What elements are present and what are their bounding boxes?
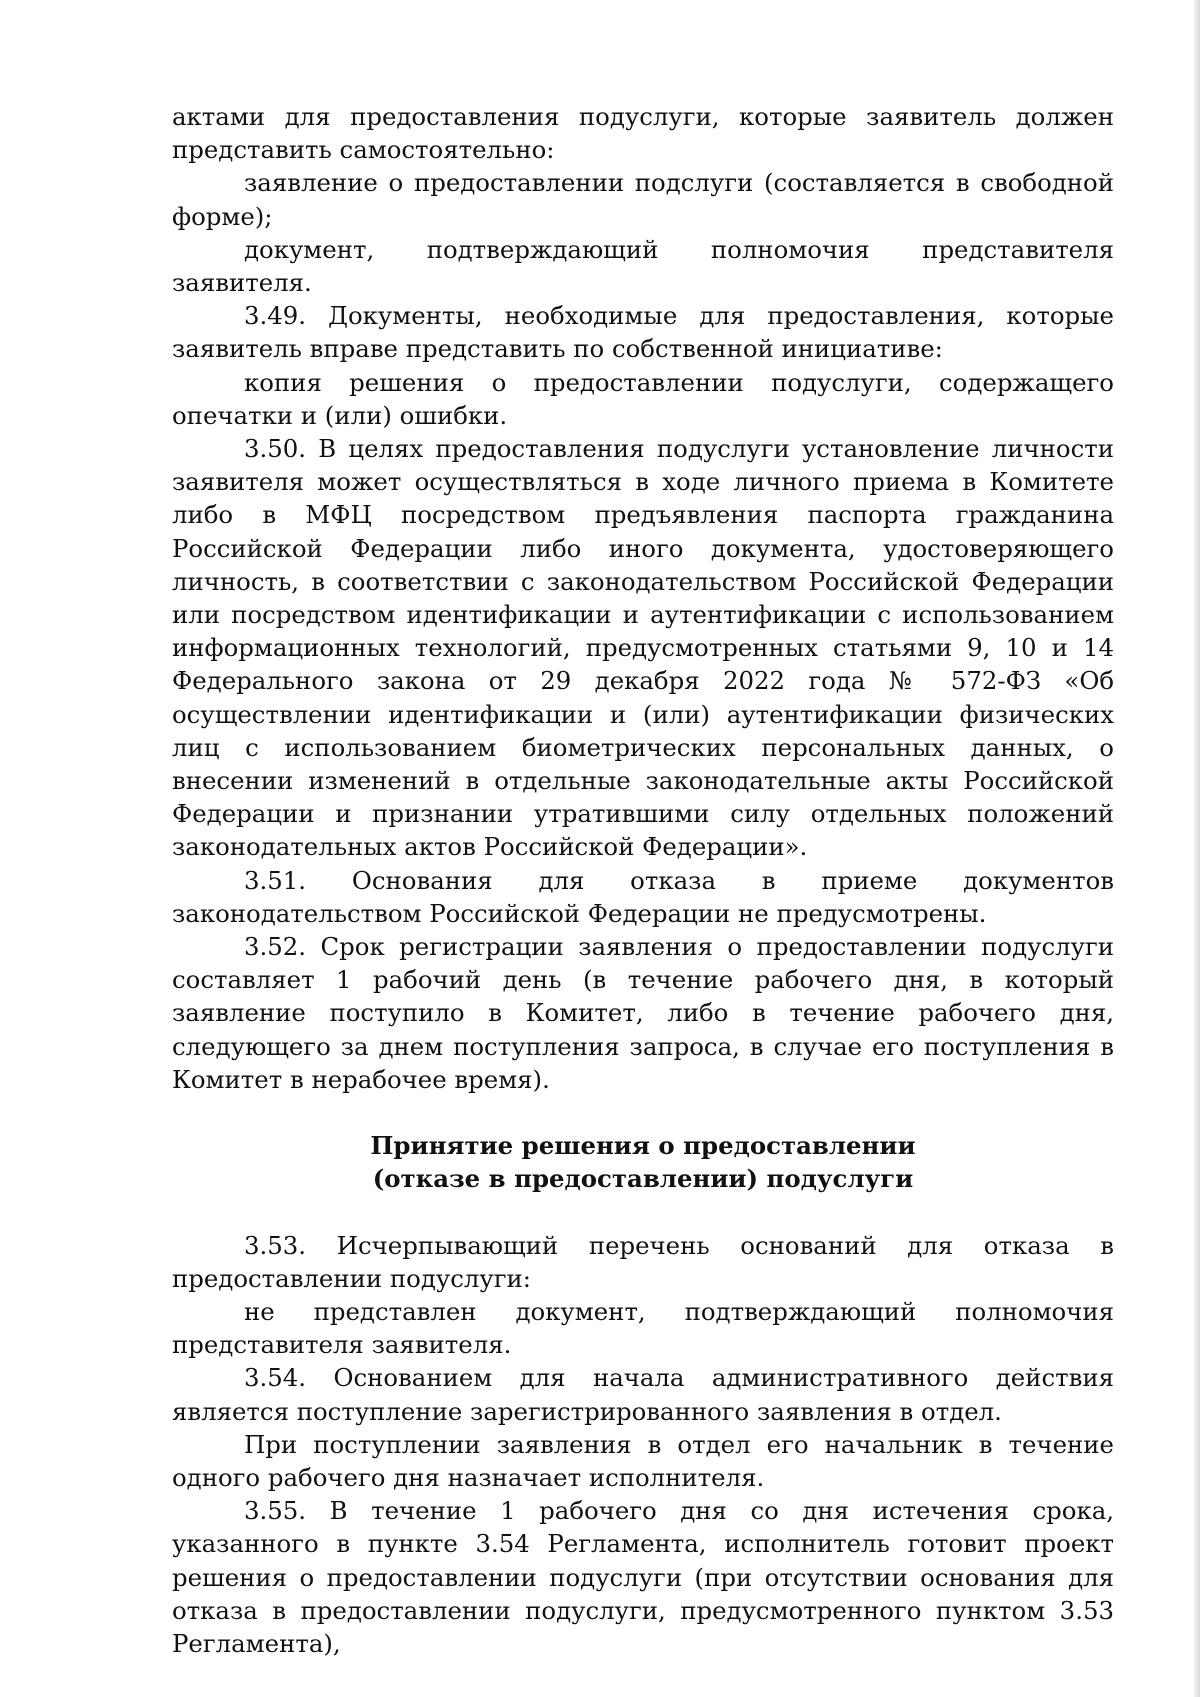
paragraph-item-decision-copy: копия решения о предоставлении подуслуги, содержащего опечатки и (или) ошибки. — [172, 367, 1114, 430]
paragraph-3-49: 3.49. Документы, необходимые для предоставления, которые заявитель вправе представить по собственной инициативе: — [172, 301, 1114, 364]
paragraph-continuation: актами для предоставления подуслуги, которые заявитель должен представить самостоятельно: — [172, 102, 1114, 165]
paragraph-item-authority-document: документ, подтверждающий полномочия представителя заявителя. — [172, 234, 1114, 298]
paragraph-3-52: 3.52. Срок регистрации заявления о предоставлении подуслуги составляет 1 рабочий день (в течение рабочего дня, в который заявление поступило в Комитет, либо в течение рабочего дня, следующего за днем поступления запроса, в случае его поступления в Комитет в нерабочее время). — [172, 932, 1114, 1094]
paragraph-executor-assignment: При поступлении заявления в отдел его начальник в течение одного рабочего дня назначает исполнителя. — [172, 1429, 1114, 1492]
paragraph-item-application: заявление о предоставлении подслуги (составляется в свободной форме); — [172, 168, 1114, 231]
document-body — [172, 100, 1114, 1660]
paragraph-3-55: 3.55. В течение 1 рабочего дня со дня истечения срока, указанного в пункте 3.54 Регламента, исполнитель готовит проект решения о предоставлении подуслуги (при отсутствии основания для отказа в предоставлении подуслуги, предусмотренного пунктом 3.53 Регламента), — [172, 1496, 1114, 1658]
paragraph-item-refusal-reason: не представлен документ, подтверждающий полномочия представителя заявителя. — [172, 1296, 1114, 1360]
paragraph-3-51: 3.51. Основания для отказа в приеме документов законодательством Российской Федерации не предусмотрены. — [172, 865, 1114, 928]
section-heading-line-1: Принятие решения о предоставлении — [370, 1131, 916, 1161]
page-edge-shadow — [1194, 0, 1200, 1697]
paragraph-3-54: 3.54. Основанием для начала административного действия является поступление зарегистрированного заявления в отдел. — [172, 1363, 1114, 1426]
section-heading — [172, 1129, 1114, 1195]
section-heading-line-2: (отказе в предоставлении) подуслуги — [372, 1164, 914, 1194]
paragraph-3-50: 3.50. В целях предоставления подуслуги установление личности заявителя может осуществляться в ходе личного приема в Комитете либо в МФЦ посредством предъявления паспорта гражданина Российской Федерации либо иного документа, удостоверяющего личность, в соответствии с законодательством Российской Федерации или посредством идентификации и аутентификации с использованием информационных технологий, предусмотренных статьями 9, 10 и 14 Федерального закона от 29 декабря 2022 года № 572-ФЗ «Об осуществлении идентификации и (или) аутентификации физических лиц с использованием биометрических персональных данных, о внесении изменений в отдельные законодательные акты Российской Федерации и признании утратившими силу отдельных положений законодательных актов Российской Федерации». — [172, 434, 1114, 862]
paragraph-3-53: 3.53. Исчерпывающий перечень оснований для отказа в предоставлении подуслуги: — [172, 1230, 1114, 1293]
